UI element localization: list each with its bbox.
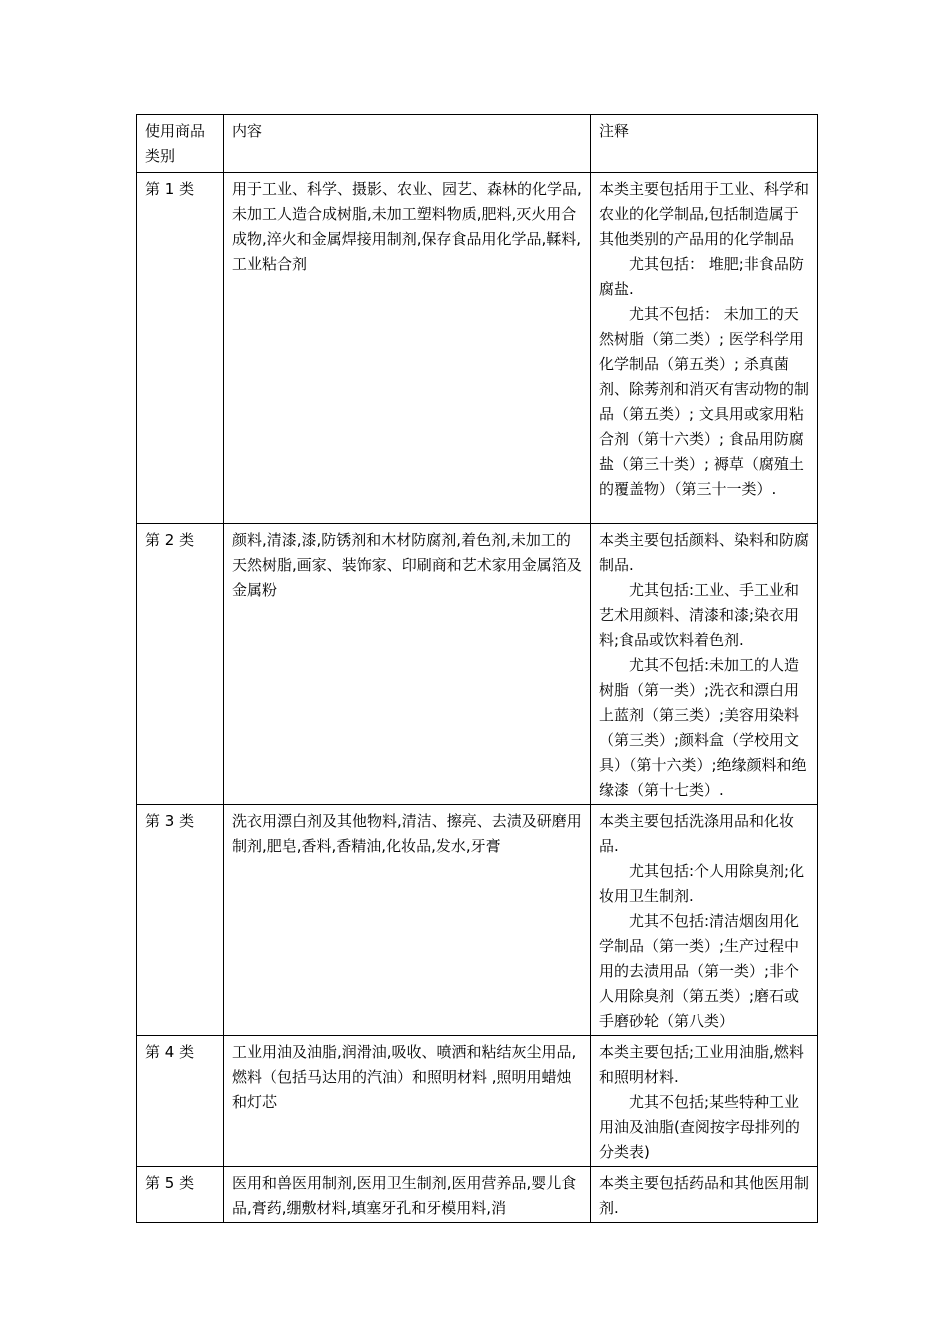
note-exclude: 尤其不包括;某些特种工业用油及油脂(查阅按字母排列的分类表): [599, 1093, 800, 1161]
note-exclude: 尤其不包括： 未加工的天然树脂（第二类）; 医学科学用化学制品（第五类）; 杀真菌剂、除莠剂和消灭有害动物的制品（第五类）; 文具用或家用粘合剂（第十六类）; 食品用防腐盐（第三十类）; 褥草（腐殖土的覆盖物）（第三十一类）.: [599, 305, 810, 498]
row-content: 医用和兽医用制剂,医用卫生制剂,医用营养品,婴儿食品,膏药,绷敷材料,填塞牙孔和牙模用料,消: [224, 1167, 591, 1223]
table-row: [137, 1036, 818, 1167]
row-note: [591, 524, 818, 805]
note-include: 尤其包括:个人用除臭剂;化妆用卫生制剂.: [599, 862, 805, 905]
row-category: 第 4 类: [137, 1036, 224, 1167]
note-include: 尤其包括： 堆肥;非食品防腐盐.: [599, 255, 804, 298]
row-category: 第 2 类: [137, 524, 224, 805]
table-row: [137, 805, 818, 1036]
row-note: [591, 1036, 818, 1167]
table-row: [137, 1167, 818, 1223]
note-include: 尤其包括:工业、手工业和艺术用颜料、清漆和漆;染衣用料;食品或饮料着色剂.: [599, 581, 800, 649]
row-content: 用于工业、科学、摄影、农业、园艺、森林的化学品,未加工人造合成树脂,未加工塑料物质,肥料,灭火用合成物,淬火和金属焊接用制剂,保存食品用化学品,鞣料,工业粘合剂: [224, 173, 591, 524]
table-row: [137, 173, 818, 524]
header-content: 内容: [224, 115, 591, 173]
header-note: 注释: [591, 115, 818, 173]
table-header-row: [137, 115, 818, 173]
row-content: 颜料,清漆,漆,防锈剂和木材防腐剂,着色剂,未加工的天然树脂,画家、装饰家、印刷商和艺术家用金属箔及金属粉: [224, 524, 591, 805]
note-main: 本类主要包括颜料、染料和防腐制品.: [599, 531, 810, 574]
note-main: 本类主要包括药品和其他医用制剂.: [599, 1174, 810, 1217]
header-category: 使用商品类别: [137, 115, 224, 173]
row-note: [591, 1167, 818, 1223]
row-category: 第 1 类: [137, 173, 224, 524]
goods-classification-table: [136, 114, 818, 1223]
note-exclude: 尤其不包括:清洁烟囱用化学制品（第一类）;生产过程中用的去渍用品（第一类）;非个人用除臭剂（第五类）;磨石或手磨砂轮（第八类）: [599, 912, 800, 1030]
row-note: [591, 805, 818, 1036]
row-content: 工业用油及油脂,润滑油,吸收、喷洒和粘结灰尘用品,燃料（包括马达用的汽油）和照明材料 ,照明用蜡烛和灯芯: [224, 1036, 591, 1167]
table-row: [137, 524, 818, 805]
note-main: 本类主要包括;工业用油脂,燃料和照明材料.: [599, 1043, 804, 1086]
row-note: [591, 173, 818, 524]
row-category: 第 3 类: [137, 805, 224, 1036]
note-main: 本类主要包括洗涤用品和化妆品.: [599, 812, 795, 855]
note-exclude: 尤其不包括:未加工的人造树脂（第一类）;洗衣和漂白用上蓝剂（第三类）;美容用染料（第三类）;颜料盒（学校用文具）（第十六类）;绝缘颜料和绝缘漆（第十七类）.: [599, 656, 807, 799]
row-category: 第 5 类: [137, 1167, 224, 1223]
note-main: 本类主要包括用于工业、科学和农业的化学制品,包括制造属于其他类别的产品用的化学制品: [599, 180, 810, 248]
row-content: 洗衣用漂白剂及其他物料,清洁、擦亮、去渍及研磨用制剂,肥皂,香料,香精油,化妆品,发水,牙膏: [224, 805, 591, 1036]
